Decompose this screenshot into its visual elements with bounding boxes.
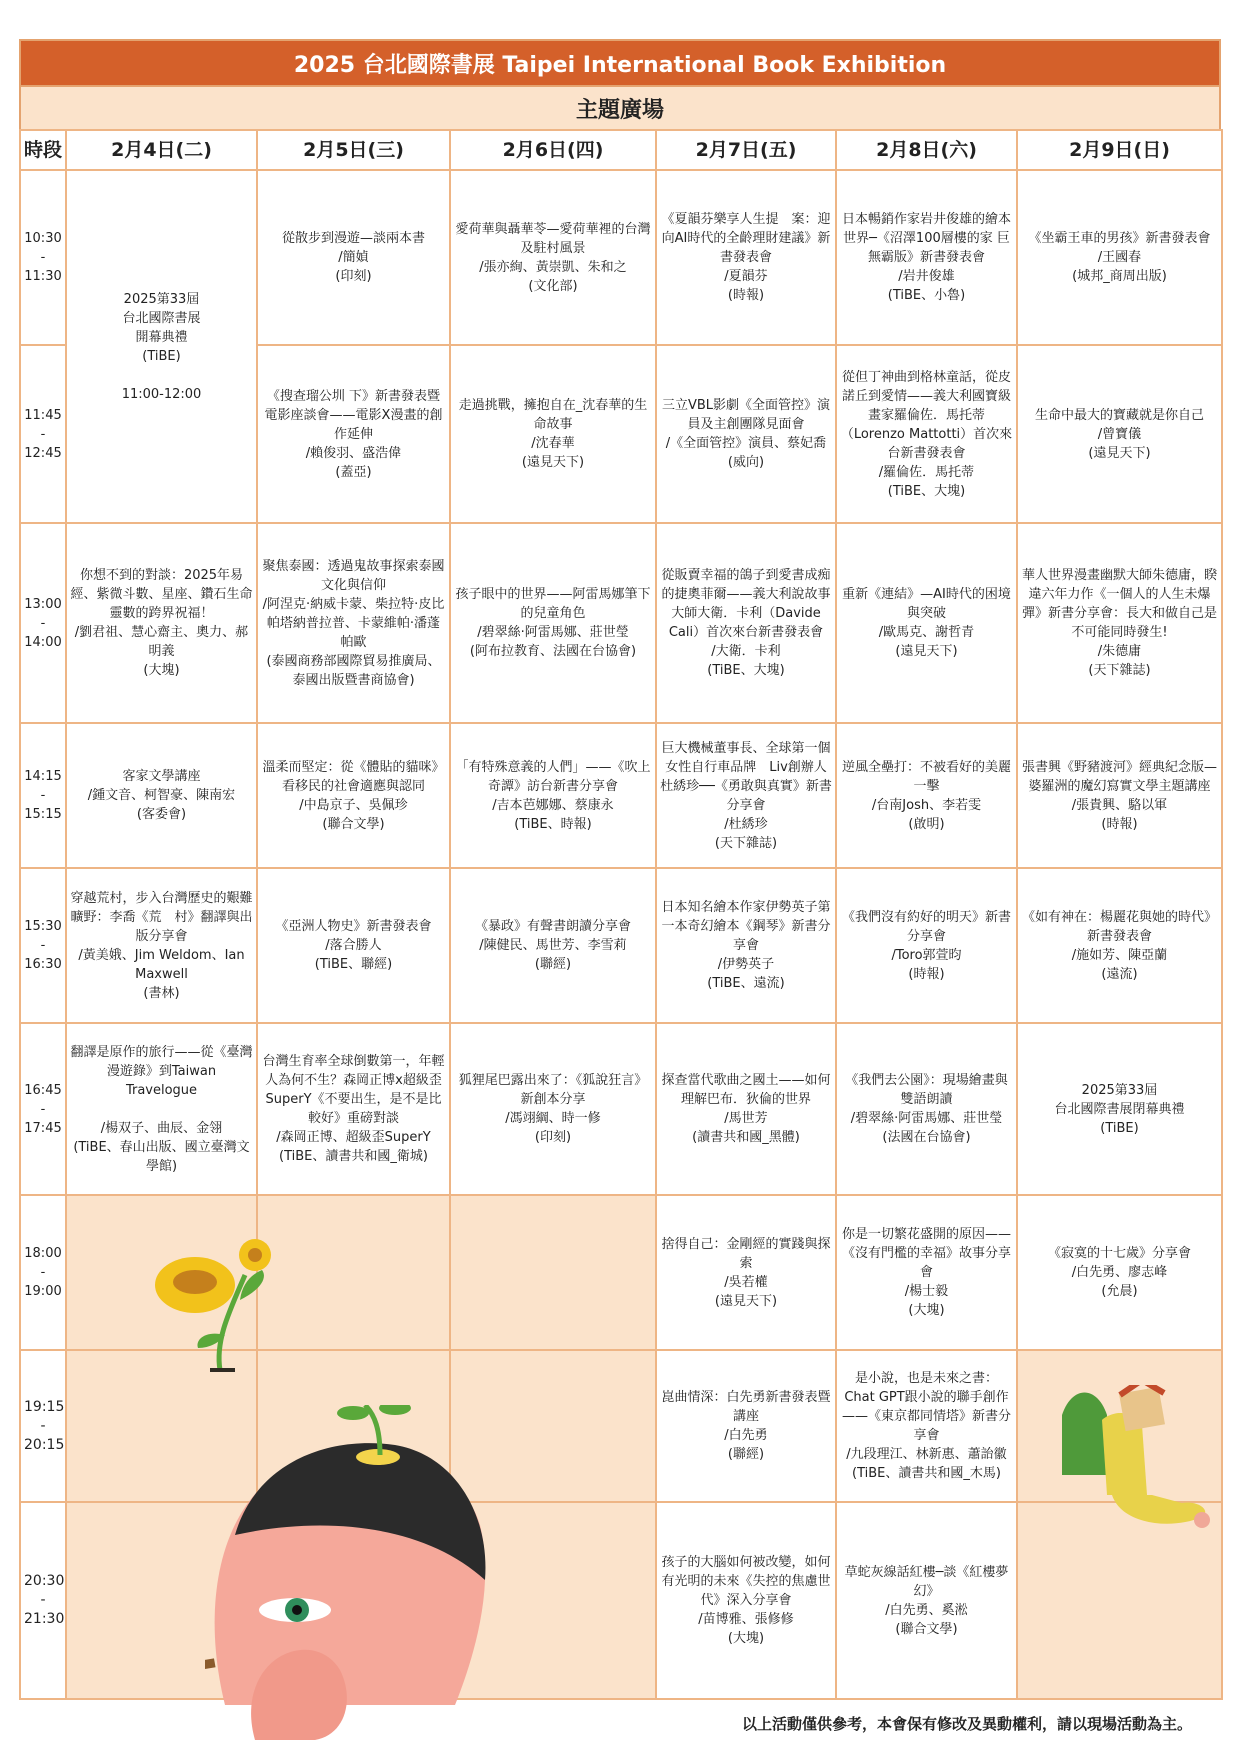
event-cell: 《坐霸王車的男孩》新書發表會 /王國春 (城邦_商周出版) [1017, 170, 1222, 345]
empty-cell [66, 1195, 257, 1350]
event-cell: 狐狸尾巴露出來了：《狐說狂言》新創本分享 /馮翊綱、時一修 (印刻) [450, 1023, 656, 1195]
venue-subtitle: 主題廣場 [19, 87, 1221, 129]
event-cell: 日本暢銷作家岩井俊雄的繪本世界─《沼澤100層樓的家 巨無霸版》新書發表會 /岩井俊雄 (TiBE、小魯) [836, 170, 1017, 345]
event-cell: 日本知名繪本作家伊勢英子第一本奇幻繪本《鋼琴》新書分享會 /伊勢英子 (TiBE、遠流) [656, 868, 836, 1023]
page-title: 2025 台北國際書展 Taipei International Book Exhibition [19, 39, 1221, 87]
event-cell: 《如有神在：楊麗花與她的時代》新書發表會 /施如芳、陳亞蘭 (遠流) [1017, 868, 1222, 1023]
column-header-day: 2月7日(五) [656, 130, 836, 170]
event-cell: 逆風全壘打：不被看好的美麗一擊 /台南Josh、李若雯 (啟明) [836, 723, 1017, 868]
empty-cell [66, 1502, 257, 1699]
schedule-table [19, 129, 1223, 1700]
event-cell: 從散步到漫遊—談兩本書 /簡媜 (印刻) [257, 170, 450, 345]
event-cell: 「有特殊意義的人們」——《吹上奇譚》訪台新書分享會 /吉本芭娜娜、蔡康永 (TiBE、時報) [450, 723, 656, 868]
empty-cell [257, 1502, 450, 1699]
event-cell: 台灣生育率全球倒數第一，年輕人為何不生？森岡正博x超級歪SuperY《不要出生，是不是比較好》重磅對談 /森岡正博、超級歪SuperY (TiBE、讀書共和國_衛城) [257, 1023, 450, 1195]
table-row [20, 1502, 1222, 1699]
event-cell: 《暴政》有聲書朗讀分享會 /陳健民、馬世芳、李雪莉 (聯經) [450, 868, 656, 1023]
time-slot: 18:00 - 19:00 [20, 1195, 66, 1350]
event-cell: 愛荷華與聶華苓—愛荷華裡的台灣及駐村風景 /張亦絢、黃崇凱、朱和之 (文化部) [450, 170, 656, 345]
event-cell: 《夏韻芬樂享人生提 案：迎向AI時代的全齡理財建議》新書發表會 /夏韻芬 (時報) [656, 170, 836, 345]
event-cell: 捨得自己：金剛經的實踐與探索 /吳若權 (遠見天下) [656, 1195, 836, 1350]
table-row [20, 1023, 1222, 1195]
time-slot: 13:00 - 14:00 [20, 523, 66, 723]
event-cell: 生命中最大的寶藏就是你自己 /曾寶儀 (遠見天下) [1017, 345, 1222, 523]
column-header-time: 時段 [20, 130, 66, 170]
time-slot: 20:30 - 21:30 [20, 1502, 66, 1699]
event-cell: 孩子眼中的世界——阿雷馬娜筆下的兒童角色 /碧翠絲·阿雷馬娜、莊世瑩 (阿布拉教育、法國在台協會) [450, 523, 656, 723]
empty-cell [450, 1502, 656, 1699]
table-row [20, 1195, 1222, 1350]
column-header-day: 2月8日(六) [836, 130, 1017, 170]
footer-note: 以上活動僅供參考，本會保有修改及異動權利，請以現場活動為主。 [741, 1715, 1192, 1733]
event-cell: 你是一切繁花盛開的原因——《沒有門檻的幸福》故事分享會 /楊士毅 (大塊) [836, 1195, 1017, 1350]
event-cell: 《我們沒有約好的明天》新書分享會 /Toro郭萱昀 (時報) [836, 868, 1017, 1023]
event-cell: 崑曲情深：白先勇新書發表暨講座 /白先勇 (聯經) [656, 1350, 836, 1502]
table-row [20, 523, 1222, 723]
empty-cell [257, 1350, 450, 1502]
event-cell: 是小說，也是未來之書：Chat GPT跟小說的聯手創作——《東京都同情塔》新書分享會 /九段理江、林新惠、蕭詒徽 (TiBE、讀書共和國_木馬) [836, 1350, 1017, 1502]
empty-cell [1017, 1350, 1222, 1502]
empty-cell [66, 1350, 257, 1502]
event-cell: 你想不到的對談：2025年易經、紫微斗數、星座、鑽石生命靈數的跨界祝福！ /劉君祖、慧心齋主、奧力、郝明義 (大塊) [66, 523, 257, 723]
event-cell: 張書興《野豬渡河》經典紀念版—婆羅洲的魔幻寫實文學主題講座 /張貴興、駱以軍 (時報) [1017, 723, 1222, 868]
column-header-day: 2月9日(日) [1017, 130, 1222, 170]
time-slot: 10:30 - 11:30 [20, 170, 66, 345]
empty-cell [450, 1195, 656, 1350]
column-header-day: 2月6日(四) [450, 130, 656, 170]
table-row [20, 170, 1222, 345]
time-slot: 14:15 - 15:15 [20, 723, 66, 868]
time-slot: 15:30 - 16:30 [20, 868, 66, 1023]
time-slot: 19:15 - 20:15 [20, 1350, 66, 1502]
empty-cell [1017, 1502, 1222, 1699]
event-cell: 客家文學講座 /鍾文音、柯智豪、陳南宏 (客委會) [66, 723, 257, 868]
time-slot: 16:45 - 17:45 [20, 1023, 66, 1195]
event-cell: 從販賣幸福的鴿子到愛書成痴的捷奧菲爾——義大利說故事大師大衛．卡利（Davide Cali）首次來台新書發表會 /大衛．卡利 (TiBE、大塊) [656, 523, 836, 723]
event-cell: 草蛇灰線話紅樓─談《紅樓夢幻》 /白先勇、奚淞 (聯合文學) [836, 1502, 1017, 1699]
event-cell: 走過挑戰，擁抱自在_沈春華的生命故事 /沈春華 (遠見天下) [450, 345, 656, 523]
event-cell: 《寂寞的十七歲》分享會 /白先勇、廖志峰 (允晨) [1017, 1195, 1222, 1350]
header-row [20, 130, 1222, 170]
event-cell: 2025第33屆 台北國際書展 開幕典禮 (TiBE) 11:00-12:00 [66, 170, 257, 523]
event-cell: 三立VBL影劇《全面管控》演員及主創團隊見面會 /《全面管控》演員、蔡妃喬 (威向) [656, 345, 836, 523]
column-header-day: 2月4日(二) [66, 130, 257, 170]
event-cell: 穿越荒村，步入台灣歷史的艱難曠野：李喬《荒 村》翻譯與出版分享會 /黃美娥、Jim Weldom、Ian Maxwell (書林) [66, 868, 257, 1023]
empty-cell [257, 1195, 450, 1350]
table-row [20, 723, 1222, 868]
time-slot: 11:45 - 12:45 [20, 345, 66, 523]
event-cell: 探查當代歌曲之國土——如何理解巴布．狄倫的世界 /馬世芳 (讀書共和國_黑體) [656, 1023, 836, 1195]
table-row [20, 868, 1222, 1023]
empty-cell [450, 1350, 656, 1502]
event-cell: 2025第33屆 台北國際書展閉幕典禮 (TiBE) [1017, 1023, 1222, 1195]
event-cell: 巨大機械董事長、全球第一個女性自行車品牌 Liv創辦人杜綉珍──《勇敢與真實》新書分享會 /杜綉珍 (天下雜誌) [656, 723, 836, 868]
schedule-sheet [19, 39, 1221, 1700]
event-cell: 重新《連結》—AI時代的困境與突破 /歐馬克、謝哲青 (遠見天下) [836, 523, 1017, 723]
table-row [20, 1350, 1222, 1502]
event-cell: 聚焦泰國：透過鬼故事探索泰國文化與信仰 /阿涅克·納威卡蒙、柴拉特·皮比帕塔納普拉普、卡蒙維帕·潘蓬帕歐 (泰國商務部國際貿易推廣局、泰國出版暨書商協會) [257, 523, 450, 723]
event-cell: 從但丁神曲到格林童話，從皮諾丘到愛情——義大利國寶級畫家羅倫佐．馬托蒂（Lorenzo Mattotti）首次來台新書發表會 /羅倫佐．馬托蒂 (TiBE、大塊) [836, 345, 1017, 523]
event-cell: 孩子的大腦如何被改變，如何有光明的未來《失控的焦慮世代》深入分享會 /苗博雅、張修修 (大塊) [656, 1502, 836, 1699]
event-cell: 華人世界漫畫幽默大師朱德庸，睽違六年力作《一個人的人生未爆彈》新書分享會：長大和做自己是不可能同時發生! /朱德庸 (天下雜誌) [1017, 523, 1222, 723]
event-cell: 《亞洲人物史》新書發表會 /落合勝人 (TiBE、聯經) [257, 868, 450, 1023]
event-cell: 翻譯是原作的旅行——從《臺灣漫遊錄》到Taiwan Travelogue /楊双子、曲辰、金翎 (TiBE、春山出版、國立臺灣文學館) [66, 1023, 257, 1195]
column-header-day: 2月5日(三) [257, 130, 450, 170]
event-cell: 《搜查瑠公圳 下》新書發表暨電影座談會——電影X漫畫的創作延伸 /賴俊羽、盛浩偉 (蓋亞) [257, 345, 450, 523]
event-cell: 溫柔而堅定：從《體貼的貓咪》看移民的社會適應與認同 /中島京子、吳佩珍 (聯合文學) [257, 723, 450, 868]
event-cell: 《我們去公園》：現場繪畫與雙語朗讀 /碧翠絲·阿雷馬娜、莊世瑩 (法國在台協會) [836, 1023, 1017, 1195]
